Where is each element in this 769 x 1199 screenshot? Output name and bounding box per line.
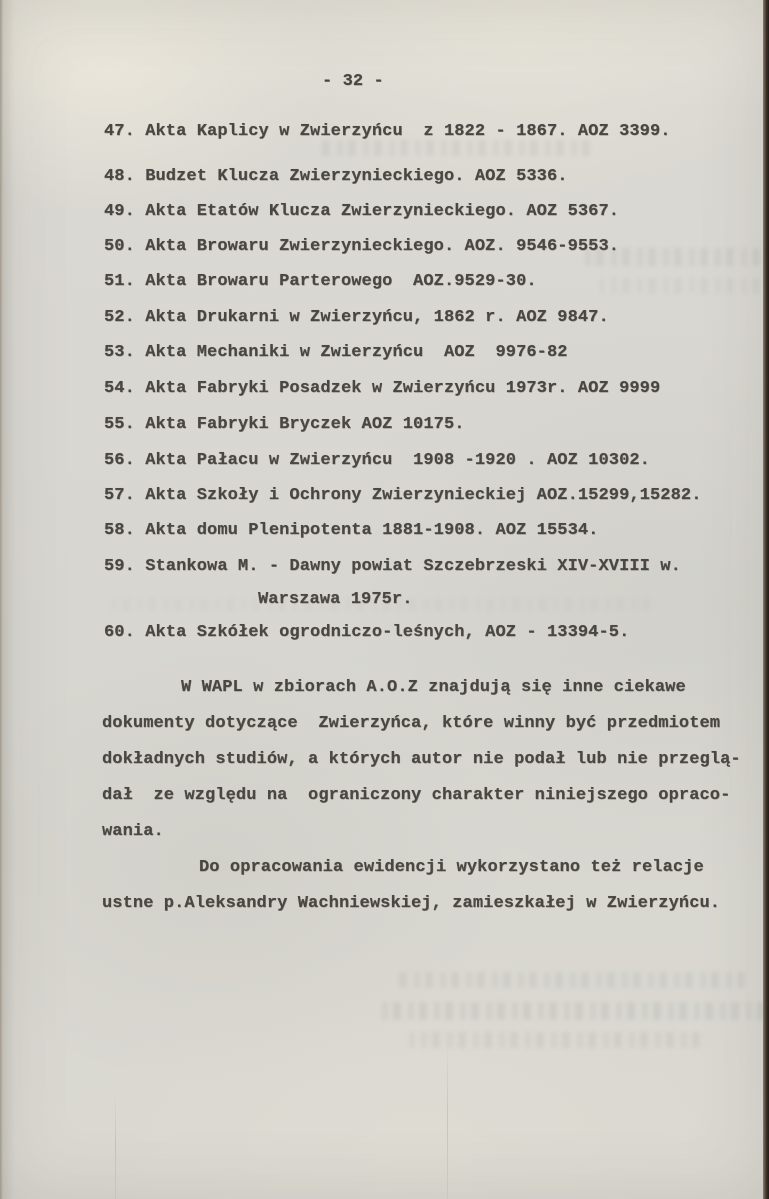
paper-crease	[447, 1040, 448, 1199]
bleed-through-smudge	[395, 972, 745, 988]
bleed-through-smudge	[380, 1002, 765, 1020]
paragraph-relacje-line-1: Do opracowania ewidencji wykorzystano też relacje	[199, 858, 704, 877]
paragraph-wapl-line-2: dokumenty dotyczące Zwierzyńca, które winny być przedmiotem	[102, 714, 721, 733]
list-entry-54: 54. Akta Fabryki Posadzek w Zwierzyńcu 1973r. AOZ 9999	[104, 379, 661, 398]
list-entry-60: 60. Akta Szkółek ogrodniczo-leśnych, AOZ - 13394-5.	[104, 623, 630, 642]
list-entry-47: 47. Akta Kaplicy w Zwierzyńcu z 1822 - 1867. AOZ 3399.	[104, 122, 671, 141]
paragraph-wapl-line-1: W WAPL w zbiorach A.O.Z znajdują się inne ciekawe	[181, 678, 686, 697]
paragraph-wapl-line-3: dokładnych studiów, a których autor nie podał lub nie przeglą-	[102, 750, 741, 769]
page-left-edge-shadow	[3, 0, 15, 1199]
list-entry-50: 50. Akta Browaru Zwierzynieckiego. AOZ. 9546-9553.	[104, 237, 620, 256]
list-entry-59-continuation: Warszawa 1975r.	[258, 590, 413, 609]
paragraph-wapl-line-4: dał ze względu na ograniczony charakter niniejszego opraco-	[102, 786, 731, 805]
list-entry-57: 57. Akta Szkoły i Ochrony Zwierzynieckiej AOZ.15299,15282.	[104, 486, 702, 505]
paragraph-relacje-line-2: ustne p.Aleksandry Wachniewskiej, zamieszkałej w Zwierzyńcu.	[102, 894, 721, 913]
list-entry-53: 53. Akta Mechaniki w Zwierzyńcu AOZ 9976-82	[104, 343, 568, 362]
list-entry-48: 48. Budzet Klucza Zwierzynieckiego. AOZ 5336.	[104, 167, 568, 186]
bleed-through-smudge	[600, 278, 760, 294]
list-entry-59: 59. Stankowa M. - Dawny powiat Szczebrzeski XIV-XVIII w.	[104, 557, 681, 576]
list-entry-49: 49. Akta Etatów Klucza Zwierzynieckiego. AOZ 5367.	[104, 202, 620, 221]
list-entry-51: 51. Akta Browaru Parterowego AOZ.9529-30.	[104, 272, 537, 291]
list-entry-58: 58. Akta domu Plenipotenta 1881-1908. AOZ 15534.	[104, 521, 599, 540]
list-entry-52: 52. Akta Drukarni w Zwierzyńcu, 1862 r. AOZ 9847.	[104, 308, 609, 327]
bleed-through-smudge	[585, 248, 760, 266]
page-number: - 32 -	[322, 72, 384, 91]
list-entry-55: 55. Akta Fabryki Bryczek AOZ 10175.	[104, 415, 465, 434]
scan-right-dark-edge	[763, 0, 769, 1199]
bleed-through-smudge	[110, 598, 650, 611]
paragraph-wapl-line-5: wania.	[102, 822, 164, 841]
paper-crease	[115, 1090, 116, 1199]
bleed-through-smudge	[410, 1032, 700, 1048]
list-entry-56: 56. Akta Pałacu w Zwierzyńcu 1908 -1920 . AOZ 10302.	[104, 451, 650, 470]
bleed-through-smudge	[320, 140, 590, 156]
